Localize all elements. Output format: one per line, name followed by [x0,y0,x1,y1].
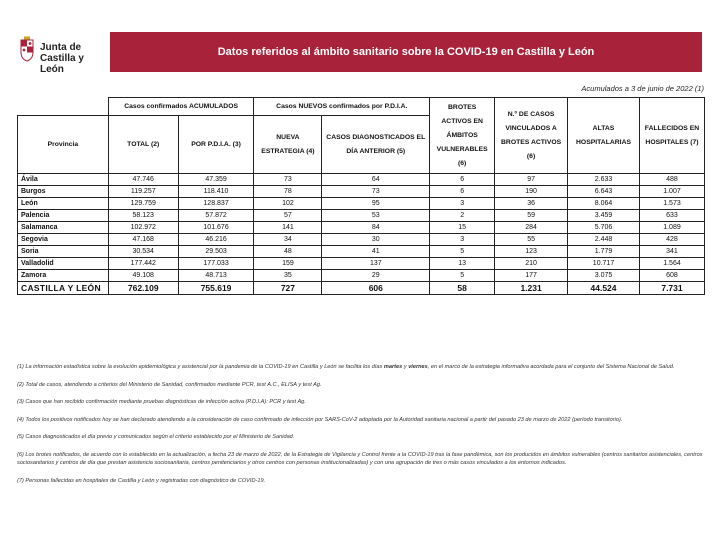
cell: 8.064 [568,198,640,210]
footnote-1 [17,363,705,372]
cell: 1.573 [639,198,704,210]
cell: 47.168 [108,234,178,246]
covid-data-table [17,97,705,295]
footnote-5: (5) Casos diagnosticados el día previo y comunicados según el criterio establecido por el Ministerio de Sanidad. [17,434,295,440]
cell: 48 [254,246,322,258]
cell: 59 [495,210,568,222]
cell-provincia: Valladolid [18,258,109,270]
cell: 2.448 [568,234,640,246]
cell: 29.503 [178,246,254,258]
cell: 177.033 [178,258,254,270]
cell: 78 [254,186,322,198]
cell-provincia: León [18,198,109,210]
logo-line-2: Castilla y León [40,53,84,75]
cell: 128.837 [178,198,254,210]
cell: 49.108 [108,270,178,282]
cell-provincia: Segovia [18,234,109,246]
table-row [18,234,705,246]
cell-total: 58 [430,282,495,295]
cell: 3 [430,234,495,246]
title-banner [110,32,702,72]
footnote-7: (7) Personas fallecidas en hospitales de Castilla y León y registradas con diagnóstico de COVID-19. [17,477,266,484]
cell-provincia: Burgos [18,186,109,198]
cell: 97 [495,174,568,186]
cell: 2.633 [568,174,640,186]
cell: 55 [495,234,568,246]
cell-total: 44.524 [568,282,640,295]
cell: 48.713 [178,270,254,282]
footnotes [17,363,705,486]
cell: 177.442 [108,258,178,270]
footnote-1-martes: martes [383,364,403,370]
cell: 6.643 [568,186,640,198]
cell-total: 762.109 [108,282,178,295]
cell: 5.706 [568,222,640,234]
header-nuevos: Casos NUEVOS confirmados por P.D.I.A. [254,98,430,116]
cell: 1.564 [639,258,704,270]
cell: 428 [639,234,704,246]
cell: 177 [495,270,568,282]
table-row [18,198,705,210]
cell: 57.872 [178,210,254,222]
cell: 1.089 [639,222,704,234]
cell: 36 [495,198,568,210]
footnote-3: (3) Casos que han recibido confirmación mediante pruebas diagnósticas de infección activa (P.D.I.A): PCR y test Ag. [17,399,306,405]
cell: 159 [254,258,322,270]
cell: 1.007 [639,186,704,198]
footnote-6: (6) Los brotes notificados, de acuerdo con lo establecido en la actualización, a fecha 23 de marzo de 2022, de la Estrategia de Vigilancia y Control frente a la COVID-19 tras la fase pandémica, son los producidos en ámbitos vulnerables (centros sanitarios asistenciales, centros sociosanitarios y centros de día que prestan asistencia sociosanitaria, centros penitenciarios y otros centros con personas institucionalizadas) y con una agrupación de tres o más casos vinculados a los entornos indicados. [17,451,703,466]
header-total: TOTAL (2) [108,116,178,174]
cell: 46.216 [178,234,254,246]
cell: 6 [430,174,495,186]
cell: 488 [639,174,704,186]
cell: 210 [495,258,568,270]
table-row [18,222,705,234]
cell: 1.779 [568,246,640,258]
header-fallecidos: FALLECIDOS EN HOSPITALES (7) [639,98,704,174]
cell-total: 7.731 [639,282,704,295]
cell: 190 [495,186,568,198]
header-brotes: BROTES ACTIVOS EN ÁMBITOS VULNERABLES (6) [430,98,495,174]
cell: 35 [254,270,322,282]
cell: 53 [322,210,430,222]
cell: 13 [430,258,495,270]
table-row [18,246,705,258]
cell: 119.257 [108,186,178,198]
cell: 15 [430,222,495,234]
cell: 57 [254,210,322,222]
header-acumulados: Casos confirmados ACUMULADOS [108,98,254,116]
cell: 47.359 [178,174,254,186]
cell: 5 [430,246,495,258]
footnote-1-end: , en el marco de la estrategia informativa acordada para el conjunto del Sistema Nacional de Salud. [427,364,675,370]
cell: 30.534 [108,246,178,258]
cell: 34 [254,234,322,246]
cell: 73 [254,174,322,186]
cell: 102.972 [108,222,178,234]
cell: 123 [495,246,568,258]
cell: 95 [322,198,430,210]
cell: 118.410 [178,186,254,198]
table-row [18,270,705,282]
cell-total: 755.619 [178,282,254,295]
cell-provincia: Soria [18,246,109,258]
cell: 137 [322,258,430,270]
cell-total: 606 [322,282,430,295]
header-vinculados: N.º DE CASOS VINCULADOS A BROTES ACTIVOS (6) [495,98,568,174]
cell: 29 [322,270,430,282]
cell: 73 [322,186,430,198]
header-diagnosticados: CASOS DIAGNOSTICADOS EL DÍA ANTERIOR (5) [322,116,430,174]
cell: 3.459 [568,210,640,222]
header-altas: ALTAS HOSPITALARIAS [568,98,640,174]
cell: 30 [322,234,430,246]
cell: 84 [322,222,430,234]
junta-logo [18,36,98,76]
header-provincia: Provincia [18,116,109,174]
footnote-1-y: y [403,364,407,370]
cell: 633 [639,210,704,222]
cell: 41 [322,246,430,258]
table-row [18,186,705,198]
header-blank [18,98,109,116]
cell: 101.676 [178,222,254,234]
cell: 58.123 [108,210,178,222]
cell: 284 [495,222,568,234]
cell: 10.717 [568,258,640,270]
header-nueva-estrategia: NUEVA ESTRATEGIA (4) [254,116,322,174]
cell-total-label: CASTILLA Y LEÓN [18,282,109,295]
table-total-row [18,282,705,295]
footnote-1-start: (1) La información estadística sobre la evolución epidemiológica y asistencial por la pandemia de la COVID-19 en Castilla y León se facilita los días [17,364,383,370]
cell-provincia: Zamora [18,270,109,282]
cell: 141 [254,222,322,234]
cell-total: 727 [254,282,322,295]
table-row [18,210,705,222]
footnote-4: (4) Todos los positivos notificados hoy se han declarado atendiendo a la consideración de caso confirmado de infección por SARS-CoV-2 adoptada por la Autoridad sanitaria nacional a partir del pasado 23 de marzo de 2022 (período transitorio). [17,416,623,423]
cell: 608 [639,270,704,282]
header-pdia: POR P.D.I.A. (3) [178,116,254,174]
cell: 3 [430,198,495,210]
footnote-1-viernes: viernes [408,364,428,370]
coat-of-arms-icon [18,36,36,62]
table-row [18,174,705,186]
cell-provincia: Ávila [18,174,109,186]
footnote-2: (2) Total de casos, atendiendo a criterios del Ministerio de Sanidad, confirmados mediante PCR, test A.C., ELISA y test Ag. [17,381,322,388]
cell: 6 [430,186,495,198]
cell: 47.746 [108,174,178,186]
cell: 64 [322,174,430,186]
cell-provincia: Palencia [18,210,109,222]
cell: 129.759 [108,198,178,210]
cell: 2 [430,210,495,222]
accumulated-date: Acumulados a 3 de junio de 2022 (1) [581,84,704,93]
cell: 102 [254,198,322,210]
cell-total: 1.231 [495,282,568,295]
cell: 341 [639,246,704,258]
cell-provincia: Salamanca [18,222,109,234]
table-row [18,258,705,270]
cell: 5 [430,270,495,282]
page-title: Datos referidos al ámbito sanitario sobre la COVID-19 en Castilla y León [217,46,595,58]
logo-line-1: Junta de [40,42,82,53]
cell: 3.075 [568,270,640,282]
